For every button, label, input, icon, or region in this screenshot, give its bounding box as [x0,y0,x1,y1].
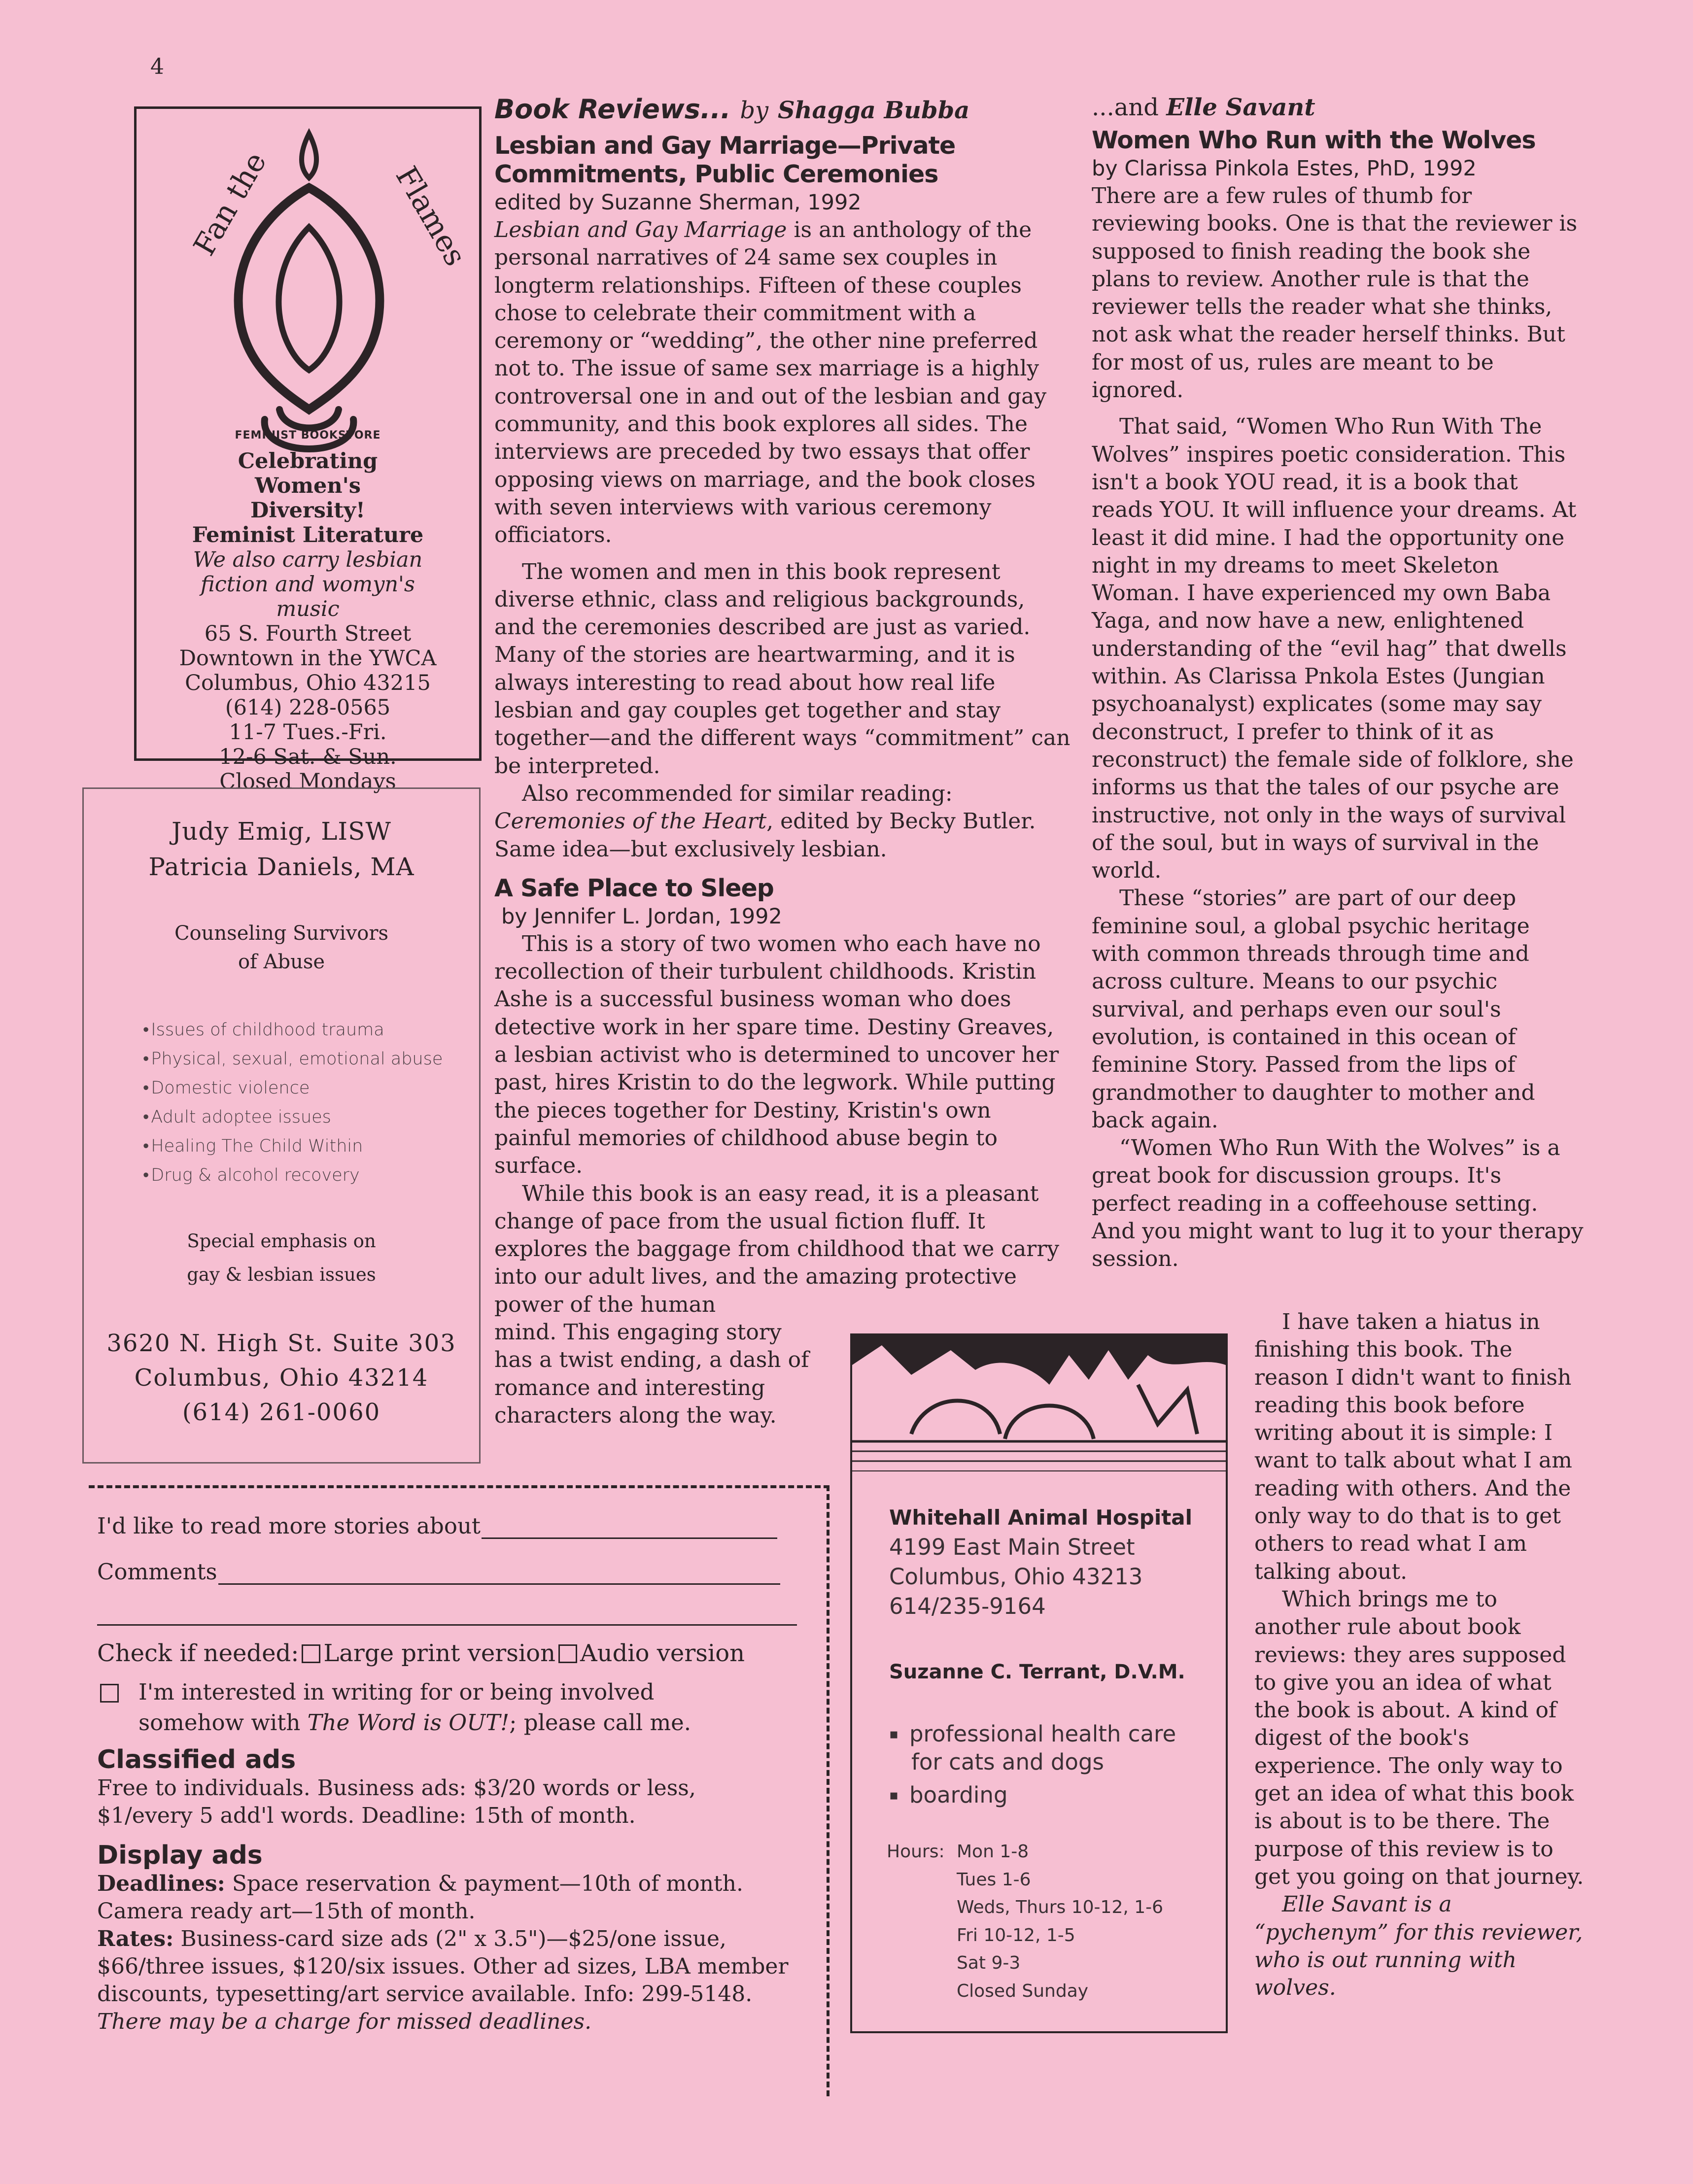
review-paragraph: There are a few rules of thumb for reviewing books. One is that the reviewer is supposed to finish reading the book she plans to review. Another rule is that the reviewer tells the reader what she thinks, not ask what the reader herself thinks. But for most of us, rules are meant to be ignored. [1092,183,1578,403]
review-paragraph: Lesbian and Gay Marriage is an anthology of the personal narratives of 24 same sex couples in longterm relationships. Fifteen of these couples chose to celebrate their commitment with a ceremony or “wedding”, the other nine preferred not to. The issue of same sex marriage is a highly controversal one in and out of the lesbian and gay community, and this book explores all sides. The interviews are preceded by two essays that offer opposing views on marriage, and the book closes with seven interviews with various ceremony officiators. [494,217,1047,548]
doctor-name: Suzanne C. Terrant, D.V.M. [889,1661,1185,1683]
address-line: 4199 East Main Street [889,1534,1135,1560]
page-number: 4 [150,54,164,79]
comments-input[interactable] [218,1581,780,1585]
book-title: A Safe Place to Sleep [494,874,774,902]
stories-label: I'd like to read more stories about [97,1513,481,1539]
reviewer-name: Elle Savant [1166,94,1315,121]
reviews-header [494,94,1072,125]
list-item: • Adult adoptee issues [143,1103,479,1132]
hours-line: Tues 1-6 [957,1869,1031,1890]
hours-label: Hours: [887,1842,945,1862]
hours-line: Closed Sunday [957,1980,1089,2001]
counselor-name: Patricia Daniels, MA [148,853,415,881]
phone: (614) 261-0060 [182,1399,381,1426]
counseling-ad [82,787,481,1464]
large-print-checkbox[interactable] [302,1644,320,1663]
deadlines-text: Deadlines: Space reservation & payment—10th of month. Camera ready art—15th of month. [97,1871,743,1924]
rates-text: Rates: Business-card size ads (2" x 3.5")—$25/one issue, $66/three issues, $120/six issues. Other ad sizes, LBA member discounts, typesetting/art service available. Info: 299-5148. There may be a charge for missed deadlines. [97,1926,789,2034]
reviews-column-left [494,94,1072,1430]
store-type: FEMINIST BOOKSTORE [235,429,381,442]
section-title: Book Reviews... [494,94,731,125]
list-item: ▪ professional health care for cats and dogs [889,1720,1205,1776]
list-item: • Issues of childhood trauma [143,1016,479,1045]
review-paragraph: While this book is an easy read, it is a pleasant change of pace from the usual fiction fluff. It explores the baggage from childhood that we carry into our adult lives, and the amazing protective power of the human [494,1181,1060,1317]
large-print-label: Large print version [323,1639,555,1667]
reviews-column-right-cont [1254,1308,1585,2002]
fan-the-flames-ad [134,106,482,794]
vet-name: Whitehall Animal Hospital [889,1505,1193,1530]
service-title: Counseling Survivors [174,922,389,945]
display-heading: Display ads [97,1841,263,1870]
emphasis-line: Special emphasis on [187,1230,376,1252]
phone: 614/235-9164 [889,1593,1046,1619]
review-paragraph: Which brings me to another rule about book reviews: they ares supposed to give you an idea of what the book is about. A kind of digest of the book's experience. The only way to get an idea of what this book is about is to be there. The purpose of this review is to get you going on that journey. [1254,1586,1584,1889]
audio-checkbox[interactable] [558,1644,577,1663]
stories-line [97,1513,807,1539]
book-author: by Jennifer L. Jordan, 1992 [501,904,782,929]
address-city: Columbus, Ohio 43213 [889,1564,1143,1590]
comments-label: Comments [97,1559,217,1585]
address-city: Columbus, Ohio 43214 [134,1364,429,1392]
phone: (614) 228-0565 [225,695,391,720]
category: Feminist Literature [192,523,424,547]
byline-label: ...and [1092,94,1159,121]
book-author: by Clarissa Pinkola Estes, PhD, 1992 [1092,156,1477,181]
also-carry: We also carry lesbian fiction and womyn's music [193,547,423,621]
list-item: ▪ boarding [889,1781,1205,1809]
review-paragraph: Also recommended for similar reading: Ceremonies of the Heart, edited by Becky Butler. Same idea—but exclusively lesbian. [494,781,1036,862]
address-line: Downtown in the YWCA [179,646,437,671]
hours-line: Sat 9-3 [957,1953,1021,1973]
book-title: Lesbian and Gay Marriage—Private Commitments, Public Ceremonies [494,132,956,188]
list-item: • Physical, sexual, emotional abuse [143,1045,479,1074]
review-paragraph: These “stories” are part of our deep feminine soul, a global psychic heritage with common threads through time and across culture. Means to our psychic survival, and perhaps even our soul's evolution, is contained in this ocean of feminine Story. Passed from the lips of grandmother to daughter to mother and back again. [1092,886,1535,1133]
review-paragraph: “Women Who Run With the Wolves” is a great book for discussion groups. It's perfect reading in a coffeehouse setting. And you might want to lug it to your therapy session. [1092,1135,1584,1272]
comments-input-line-2[interactable] [97,1624,797,1626]
review-paragraph: This is a story of two women who each have no recollection of their turbulent childhoods. Kristin Ashe is a successful business woman who does detective work in her spare time. Destiny Greaves, a lesbian activist who is determined to uncover her past, hires Kristin to do the legwork. While putting the pieces together for Destiny, Kristin's own painful memories of childhood abuse begin to surface. [494,931,1059,1179]
check-label: Check if needed: [97,1639,299,1667]
list-item: • Drug & alcohol recovery [143,1161,479,1190]
review-paragraph: mind. This engaging story has a twist ending, a dash of romance and interesting characters along the way. [494,1319,809,1428]
emphasis-line: gay & lesbian issues [187,1264,376,1285]
hours-line: Closed Mondays [219,769,396,794]
comments-line [97,1559,807,1585]
issues-list [143,1016,479,1190]
reviews-header-2 [1092,94,1585,121]
review-paragraph: I have taken a hiatus in finishing this book. The reason I didn't want to finish reading this book before writing about it is simple: I want to talk about what I am reading with others. And the only way to do that is to get others to read what I am talking about. [1254,1309,1572,1584]
address-city: Columbus, Ohio 43215 [185,671,431,695]
reviewer-note: Elle Savant is a “pychenym” for this reviewer, who is out running with wolves. [1254,1892,1583,2001]
byline-label: by [740,97,769,124]
hours-block [887,1838,1163,2005]
interest-checkbox[interactable] [100,1684,119,1703]
reviewer-name: Shagga Bubba [777,97,970,124]
counselor-name: Judy Emig, LISW [172,817,391,846]
form-contents [97,1513,807,2036]
service-title: of Abuse [238,951,325,973]
classified-heading: Classified ads [97,1745,296,1774]
review-paragraph: That said, “Women Who Run With The Wolves” inspires poetic consideration. This isn't a book YOU read, it is a book that reads YOU. It will influence your dreams. At least it did mine. I had the opportunity one night in my dreams to meet Skeleton Woman. I have experienced my own Baba Yaga, and now have a new, enlightened understanding of the “evil hag” that dwells within. As Clarissa Pnkola Estes (Jungian psychoanalyst) explicates (some may say deconstruct, I prefer to think of it as reconstruct) the female side of folklore, she informs us that the tales of our psyche are instructive, not only in the ways of survival of the soul, but in ways of survival in the world. [1092,414,1577,884]
list-item: • Domestic violence [143,1074,479,1103]
book-title: Women Who Run with the Wolves [1092,126,1536,154]
svg-text:Fan the: Fan the [187,146,274,262]
hours-line: 12-6 Sat. & Sun. [219,745,397,769]
address-line: 65 S. Fourth Street [204,621,412,646]
audio-label: Audio version [580,1639,745,1667]
check-options [97,1639,807,1667]
stories-input[interactable] [482,1536,777,1539]
review-paragraph: The women and men in this book represent diverse ethnic, class and religious backgrounds, and the ceremonies described are just as varied. Many of the stories are heartwarming, and it is always interesting to read about how real life lesbian and gay couples get together and stay together—and the different ways “commitment” can be interpreted. [494,559,1071,779]
hours-line: Weds, Thurs 10-12, 1-6 [957,1897,1164,1917]
interest-option: I'm interested in writing for or being involved somehow with The Word is OUT!; please call me. [97,1677,807,1738]
services-list [889,1720,1205,1814]
reviews-column-right [1092,94,1585,1273]
tagline: Celebrating Women's Diversity! [238,449,378,523]
hours-line: 11-7 Tues.-Fri. [229,720,387,745]
cat-dog-paws-icon [852,1335,1226,1473]
classified-text: Free to individuals. Business ads: $3/20 words or less, $1/every 5 add'l words. Deadline: 15th of month. [97,1775,696,1828]
address-line: 3620 N. High St. Suite 303 [106,1330,456,1357]
svg-text:Flames: Flames [388,161,473,272]
book-author: edited by Suzanne Sherman, 1992 [494,190,862,215]
list-item: • Healing The Child Within [143,1132,479,1161]
hours-line: Mon 1-8 [957,1842,1029,1862]
animal-hospital-ad [850,1333,1228,2033]
hours-line: Fri 10-12, 1-5 [957,1925,1075,1945]
